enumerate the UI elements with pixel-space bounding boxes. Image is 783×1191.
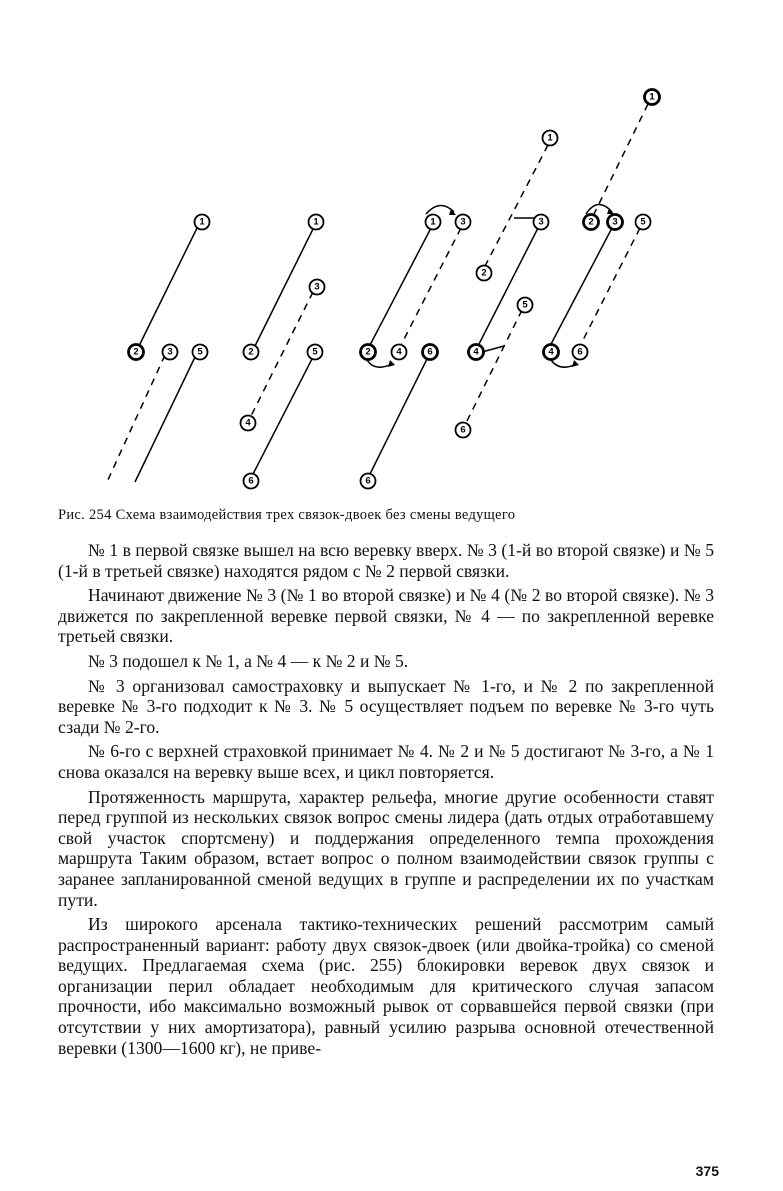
svg-text:6: 6 (427, 346, 433, 358)
arrow-head (572, 360, 579, 367)
climber-2 (361, 345, 376, 360)
climber-5 (518, 298, 533, 313)
rope-solid (254, 227, 314, 348)
stage-5 (544, 90, 660, 368)
climber-5 (308, 345, 323, 360)
svg-text:6: 6 (365, 475, 371, 487)
svg-text:4: 4 (548, 346, 554, 358)
svg-text:5: 5 (522, 299, 528, 311)
paragraph: № 3 организовал самостраховку и выпускает № 1-го, и № 2 по закрепленной веревке № 3-го подходит к № 3. № 5 осуществляет подъем по веревке № 3-го чуть сзади № 2-го. (58, 675, 714, 737)
arrow-head (388, 360, 395, 367)
svg-text:5: 5 (640, 216, 646, 228)
rope-dashed (107, 355, 165, 482)
anchor-link (482, 346, 504, 352)
climber-1 (195, 215, 210, 230)
climber-6 (456, 423, 471, 438)
svg-text:3: 3 (538, 216, 544, 228)
svg-text:2: 2 (588, 216, 594, 228)
climber-6 (573, 345, 588, 360)
paragraph: Протяженность маршрута, характер рельефа, многие другие особенности ставят перед группой из нескольких связок вопрос смены лидера (дать отдых отработавшему свой участок спортсмену) и поддержания определенного темпа прохождения маршрута Таким образом, встает вопрос о полном взаимодействии связок группы с заранее запланированной сменой ведущих в группе и распределении их по участкам пути. (58, 786, 714, 910)
climber-4 (241, 416, 256, 431)
svg-text:5: 5 (197, 346, 203, 358)
svg-text:6: 6 (460, 424, 466, 436)
svg-text:1: 1 (313, 216, 319, 228)
svg-text:2: 2 (248, 346, 254, 358)
rope-solid (369, 357, 428, 476)
stage-1 (107, 215, 210, 483)
svg-text:2: 2 (481, 267, 487, 279)
rope-solid (137, 222, 200, 350)
climber-6 (244, 474, 259, 489)
stage-4 (456, 131, 558, 438)
rope-dashed (250, 292, 313, 418)
rope-solid (135, 355, 196, 482)
rope-dashed (465, 310, 522, 425)
paragraph: Начинают движение № 3 (№ 1 во второй связке) и № 4 (№ 2 во второй связке). № 3 движется по закрепленной веревке первой связки, № 4 — по закрепленной веревке третьей связки. (58, 585, 714, 647)
svg-text:3: 3 (167, 346, 173, 358)
climber-3 (608, 215, 623, 230)
svg-text:3: 3 (612, 216, 618, 228)
svg-text:1: 1 (430, 216, 436, 228)
svg-text:6: 6 (577, 346, 583, 358)
svg-text:1: 1 (547, 132, 553, 144)
svg-text:3: 3 (460, 216, 466, 228)
climber-1 (309, 215, 324, 230)
paragraph: Из широкого арсенала тактико-технических решений рассмотрим самый распространенный вариант: работу двух связок-двоек (или двойка-тройка) со сменой ведущих. Предлагаемая схема (рис. 255) блокировки веревок двух связок и организации перил обладает необходимым для критического случая запасом прочности, ибо максимально возможный рывок от сорвавшейся первой связки (при отсутствии у них амортизатора), равный усилию разрыва основной отечественной веревки (1300—1600 кг), не приве- (58, 914, 714, 1058)
svg-text:4: 4 (473, 346, 479, 358)
svg-text:4: 4 (245, 417, 251, 429)
svg-text:6: 6 (248, 475, 254, 487)
rope-dashed (594, 104, 648, 214)
svg-text:5: 5 (312, 346, 318, 358)
svg-text:2: 2 (365, 346, 371, 358)
climber-6 (423, 345, 438, 360)
climber-5 (193, 345, 208, 360)
body-text (58, 540, 714, 1062)
stage-2 (241, 215, 325, 489)
climber-2 (584, 215, 599, 230)
rope-dashed (580, 228, 640, 346)
rope-solid (550, 228, 612, 346)
paragraph: № 1 в первой связке вышел на всю веревку вверх. № 3 (1-й во второй связке) и № 5 (1-й в третьей связке) находятся рядом с № 2 первой связки. (58, 540, 714, 581)
climber-4 (392, 345, 407, 360)
climber-1 (543, 131, 558, 146)
transfer-arrow (551, 360, 576, 367)
climber-2 (244, 345, 259, 360)
svg-text:1: 1 (199, 216, 205, 228)
climber-1 (426, 215, 441, 230)
climber-6b (361, 474, 376, 489)
svg-text:4: 4 (396, 346, 402, 358)
rope-dashed (400, 228, 461, 347)
paragraph: № 6-го с верхней страховкой принимает № 4. № 2 и № 5 достигают № 3-го, а № 1 снова оказался на веревку выше всех, и цикл повторяется. (58, 741, 714, 782)
climber-2 (477, 266, 492, 281)
svg-text:2: 2 (133, 346, 139, 358)
transfer-arrow (367, 360, 392, 367)
climber-5 (636, 215, 651, 230)
climber-1 (645, 90, 660, 105)
figure-254 (0, 0, 783, 500)
climber-2 (129, 345, 144, 360)
page-number: 375 (695, 1163, 719, 1179)
rope-solid (369, 228, 431, 347)
figure-caption: Рис. 254 Схема взаимодействия трех связок-двоек без смены ведущего (58, 507, 516, 523)
climber-3 (310, 280, 325, 295)
stage-3 (361, 205, 471, 488)
svg-text:3: 3 (314, 281, 320, 293)
svg-text:1: 1 (649, 91, 655, 103)
climber-4 (544, 345, 559, 360)
rope-diagram (0, 0, 783, 500)
climber-3 (456, 215, 471, 230)
climber-4 (469, 345, 484, 360)
rope-solid (478, 228, 538, 346)
climber-3 (163, 345, 178, 360)
rope-dashed (484, 145, 548, 268)
climber-3 (534, 215, 549, 230)
rope-solid (252, 357, 313, 476)
paragraph: № 3 подошел к № 1, а № 4 — к № 2 и № 5. (88, 650, 409, 671)
